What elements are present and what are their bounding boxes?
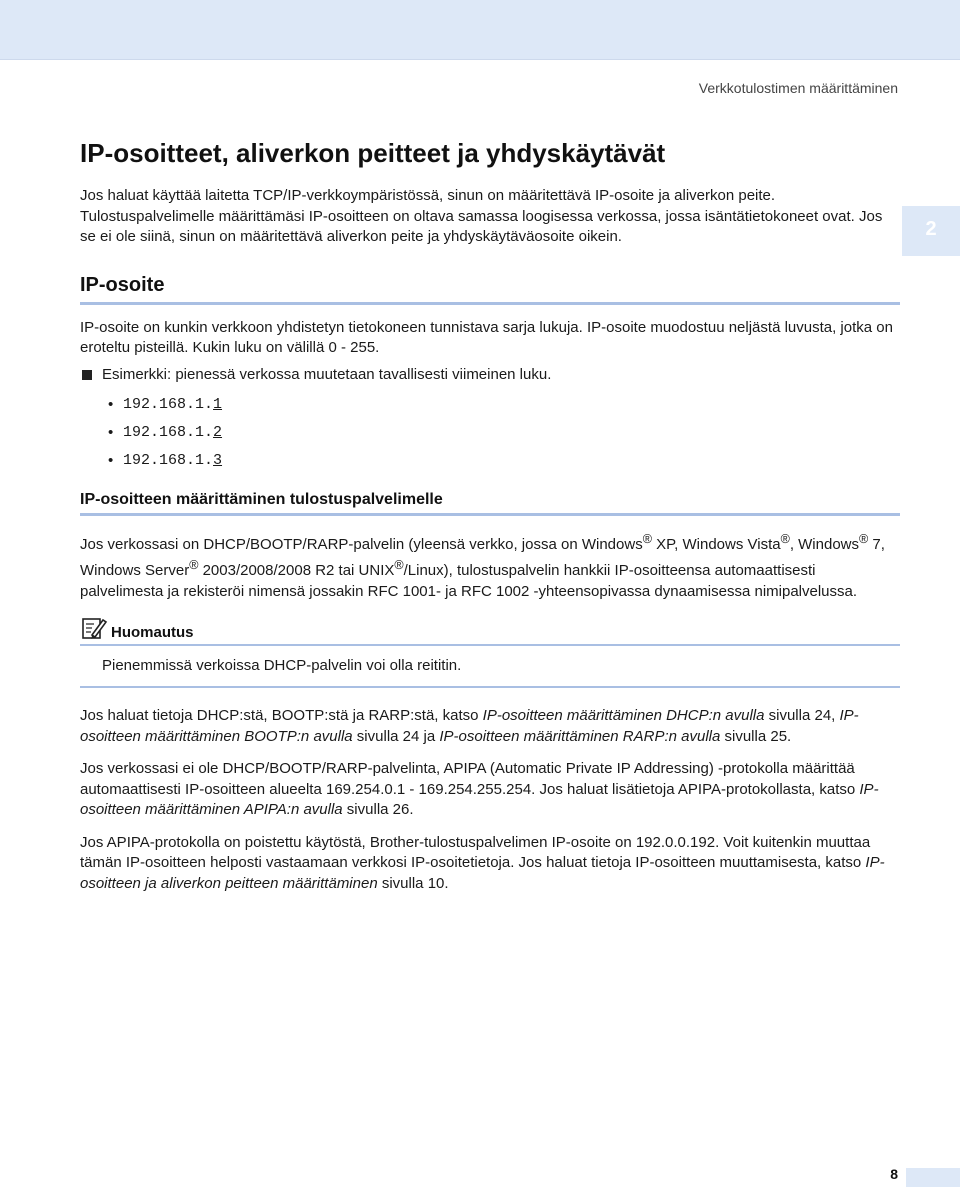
list-item: [80, 447, 900, 475]
example-item: [80, 365, 900, 385]
cross-reference: IP-osoitteen määrittäminen RARP:n avulla: [439, 727, 721, 745]
apipa-paragraph: Jos verkossasi ei ole DHCP/BOOTP/RARP-palvelinta, APIPA (Automatic Private IP Addressing) -protokolla määrittää automaattisesti IP-osoitteen alueelta 169.254.0.1 - 169.254.255.254. Jos haluat lisätietoja APIPA-protokollasta, katso IP-osoitteen määrittäminen APIPA:n avulla sivulla 26.: [80, 760, 879, 818]
page-number-tab: [906, 1168, 960, 1187]
note-header: [80, 620, 900, 646]
page-number: 8: [890, 1166, 898, 1182]
cross-reference: IP-osoitteen määrittäminen DHCP:n avulla: [482, 707, 765, 724]
ip-address-paragraph: IP-osoite on kunkin verkkoon yhdistetyn tietokoneen tunnistava sarja lukuja. IP-osoite muodostuu neljästä luvusta, jotka on eroteltu pisteillä. Kukin luku on välillä 0 - 255.: [80, 318, 893, 356]
bullet-icon: •: [108, 423, 114, 441]
ip-last-octet: 2: [213, 423, 223, 441]
cross-reference: IP-osoitteen määrittäminen APIPA:n avulla: [80, 780, 879, 818]
running-header: Verkkotulostimen määrittäminen: [698, 80, 898, 96]
note-label: Huomautus: [111, 624, 194, 641]
dhcp-reference-paragraph: Jos haluat tietoja DHCP:stä, BOOTP:stä ja RARP:stä, katso IP-osoitteen määrittäminen DHCP:n avulla sivulla 24, IP-osoitteen määrittäminen BOOTP:n avulla sivulla 24 ja IP-osoitteen määrittäminen RARP:n avulla sivulla 25.: [80, 707, 859, 745]
bullet-icon: •: [108, 395, 114, 413]
default-ip-paragraph: Jos APIPA-protokolla on poistettu käytöstä, Brother-tulostuspalvelimen IP-osoite on 192.0.0.192. Voit kuitenkin muuttaa tämän IP-osoitteen helposti vastaamaan verkkosi IP-osoitetietoja. Jos haluat tietoja IP-osoitteen muuttamisesta, katso IP-osoitteen ja aliverkon peitteen määrittäminen sivulla 10.: [80, 833, 885, 892]
cross-reference: IP-osoitteen määrittäminen BOOTP:n avulla: [80, 707, 859, 745]
list-item: [80, 391, 900, 419]
chapter-number: 2: [925, 218, 937, 240]
ip-example-list: [80, 391, 900, 475]
note-box: [80, 620, 900, 688]
ip-prefix: 192.168.1.: [123, 451, 214, 469]
square-bullet-icon: [82, 370, 92, 380]
note-text: Pienemmissä verkoissa DHCP-palvelin voi olla reititin.: [80, 646, 900, 688]
subsection-title-assign-ip: IP-osoitteen määrittäminen tulostuspalvelimelle: [80, 491, 900, 516]
ip-last-octet: 3: [213, 451, 223, 469]
assign-ip-paragraph: Jos verkossasi on DHCP/BOOTP/RARP-palvelin (yleensä verkko, jossa on Windows® XP, Windows Vista®, Windows® 7, Windows Server® 2003/2008/2008 R2 tai UNIX®/Linux), tulostuspalvelin hankkii IP-osoitteensa automaattisesti palvelimesta ja rekisteröi nimensä jossakin RFC 1001- ja RFC 1002 -yhteensopivassa dynaamisessa nimipalvelussa.: [80, 531, 885, 600]
section-title-ip-address: IP-osoite: [80, 274, 900, 305]
ip-prefix: 192.168.1.: [123, 395, 214, 413]
intro-paragraph: Jos haluat käyttää laitetta TCP/IP-verkkoympäristössä, sinun on määritettävä IP-osoite ja aliverkon peite. Tulostuspalvelimelle määrittämäsi IP-osoitteen on oltava samassa loogisessa verkossa, jossa isäntätietokoneet ovat. Jos se ei ole siinä, sinun on määritettävä aliverkon peite ja yhdyskäytäväosoite oikein.: [80, 187, 883, 245]
chapter-tab: [902, 206, 960, 256]
page-content: [80, 138, 900, 894]
page-title: IP-osoitteet, aliverkon peitteet ja yhdyskäytävät: [80, 138, 666, 168]
list-item: [80, 419, 900, 447]
bullet-icon: •: [108, 451, 114, 469]
top-header-band: [0, 0, 960, 60]
note-pencil-icon: [80, 614, 108, 642]
example-text: Esimerkki: pienessä verkossa muutetaan tavallisesti viimeinen luku.: [102, 365, 552, 383]
ip-last-octet: 1: [213, 395, 223, 413]
cross-reference: IP-osoitteen ja aliverkon peitteen määrittäminen: [80, 854, 885, 892]
ip-prefix: 192.168.1.: [123, 423, 214, 441]
